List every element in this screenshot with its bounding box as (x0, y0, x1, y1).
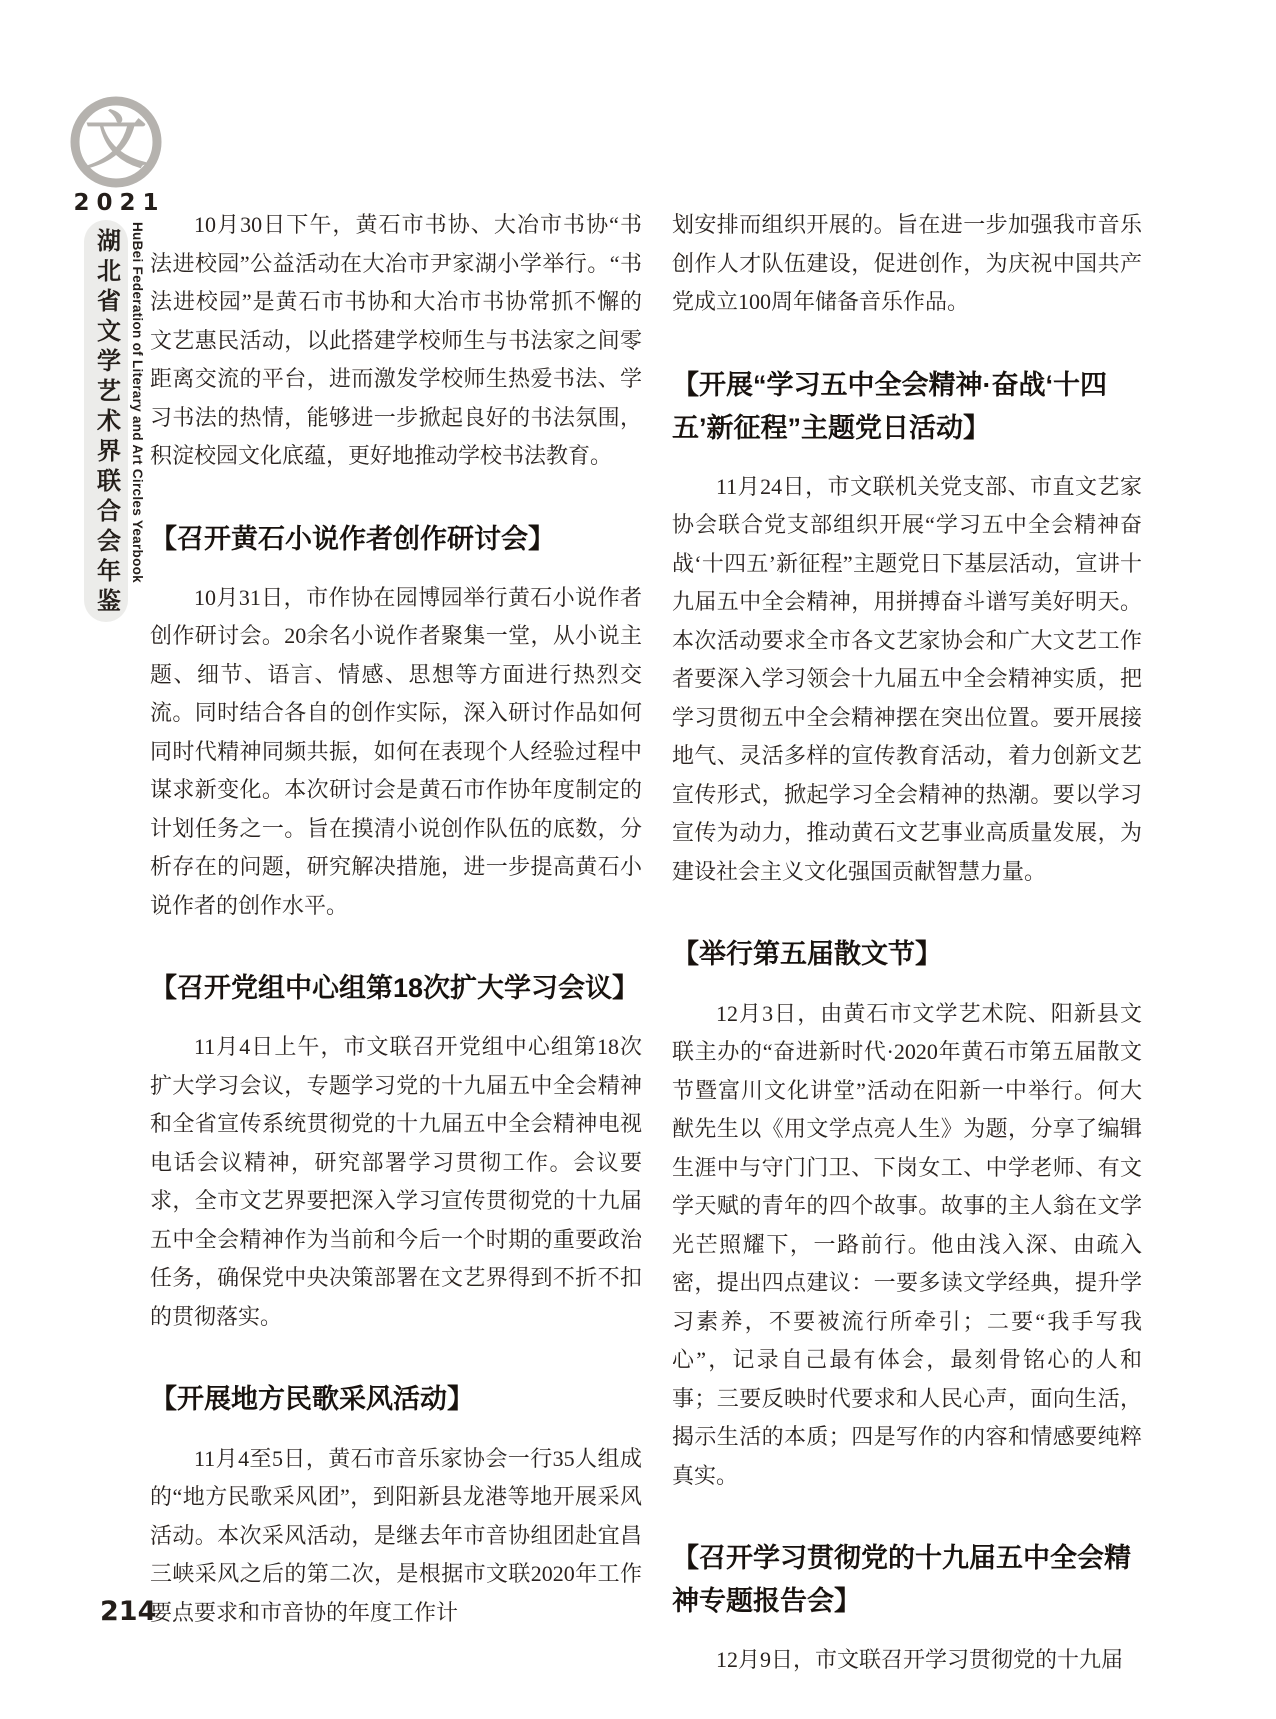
emblem-block (60, 90, 172, 216)
paragraph: 12月9日，市文联召开学习贯彻党的十九届 (716, 1647, 1124, 1673)
left-column (150, 206, 642, 1632)
federation-emblem-icon (64, 90, 168, 188)
paragraph: 11月4日上午，市文联召开党组中心组第18次扩大学习会议，专题学习党的十九届五中全会精神和全省宣传系统贯彻党的十九届五中全会精神电视电话会议精神，研究部署学习贯彻工作。会议要求，全市文艺界要把深入学习宣传贯彻党的十九届五中全会精神作为当前和今后一个时期的重要政治任务，确保党中央决策部署在文艺界得到不折不扣的贯彻落实。 (150, 1034, 642, 1329)
section-header: 【召开党组中心组第18次扩大学习会议】 (150, 973, 640, 1004)
sidebar-title-cn: 湖北省文学艺术界联合会年鉴 (84, 220, 128, 622)
paragraph: 11月4至5日，黄石市音乐家协会一行35人组成的“地方民歌采风团”，到阳新县龙港等地开展采风活动。本次采风活动，是继去年市音协组团赴宜昌三峡采风之后的第二次，是根据市文联2020年工作要点要求和市音协的年度工作计 (150, 1445, 642, 1625)
paragraph: 12月3日，由黄石市文学艺术院、阳新县文联主办的“奋进新时代·2020年黄石市第五届散文节暨富川文化讲堂”活动在阳新一中举行。何大猷先生以《用文学点亮人生》为题，分享了编辑生涯中与守门门卫、下岗女工、中学老师、有文学天赋的青年的四个故事。故事的主人翁在文学光芒照耀下，一路前行。他由浅入深、由疏入密，提出四点建议：一要多读文学经典，提升学习素养，不要被流行所牵引；二要“我手写我心”，记录自己最有体会，最刻骨铭心的人和事；三要反映时代要求和人民心声，面向生活，揭示生活的本质；四是写作的内容和情感要纯粹真实。 (672, 1000, 1142, 1488)
paragraph: 10月31日，市作协在园博园举行黄石小说作者创作研讨会。20余名小说作者聚集一堂，从小说主题、细节、语言、情感、思想等方面进行热烈交流。同时结合各自的创作实际，深入研讨作品如何同时代精神同频共振，如何在表现个人经验过程中谋求新变化。本次研讨会是黄石市作协年度制定的计划任务之一。旨在摸清小说创作队伍的底数，分析存在的问题，研究解决措施，进一步提高黄石小说作者的创作水平。 (150, 584, 642, 918)
paragraph: 11月24日，市文联机关党支部、市直文艺家协会联合党支部组织开展“学习五中全会精神奋战‘十四五’新征程”主题党日下基层活动，宣讲十九届五中全会精神，用拼搏奋斗谱写美好明天。本次活动要求全市各文艺家协会和广大文艺工作者要深入学习领会十九届五中全会精神实质，把学习贯彻五中全会精神摆在突出位置。要开展接地气、灵活多样的宣传教育活动，着力创新文艺宣传形式，掀起学习全会精神的热潮。要以学习宣传为动力，推动黄石文艺事业高质量发展，为建设社会主义文化强国贡献智慧力量。 (672, 473, 1142, 884)
emblem-glyph: 文 (84, 107, 148, 176)
paragraph: 划安排而组织开展的。旨在进一步加强我市音乐创作人才队伍建设，促进创作，为庆祝中国共产党成立100周年储备音乐作品。 (672, 212, 1142, 314)
section-header: 【召开黄石小说作者创作研讨会】 (150, 523, 555, 554)
page-number: 214 (100, 1596, 157, 1627)
right-column (672, 206, 1142, 1680)
section-header: 【召开学习贯彻党的十九届五中全会精神专题报告会】 (672, 1543, 1131, 1617)
year-label: 2021 (73, 190, 166, 216)
paragraph: 10月30日下午，黄石市书协、大冶市书协“书法进校园”公益活动在大冶市尹家湖小学举行。“书法进校园”是黄石市书协和大冶市书协常抓不懈的文艺惠民活动，以此搭建学校师生与书法家之间零距离交流的平台，进而激发学校师生热爱书法、学习书法的热情，能够进一步掀起良好的书法氛围，积淀校园文化底蕴，更好地推动学校书法教育。 (150, 212, 642, 468)
sidebar-title-en: HuBei Federation of Literary and Art Circles Yearbook (130, 222, 145, 583)
section-header: 【举行第五届散文节】 (672, 939, 942, 970)
section-header: 【开展“学习五中全会精神·奋战‘十四五’新征程”主题党日活动】 (672, 369, 1107, 443)
section-header: 【开展地方民歌采风活动】 (150, 1384, 474, 1415)
